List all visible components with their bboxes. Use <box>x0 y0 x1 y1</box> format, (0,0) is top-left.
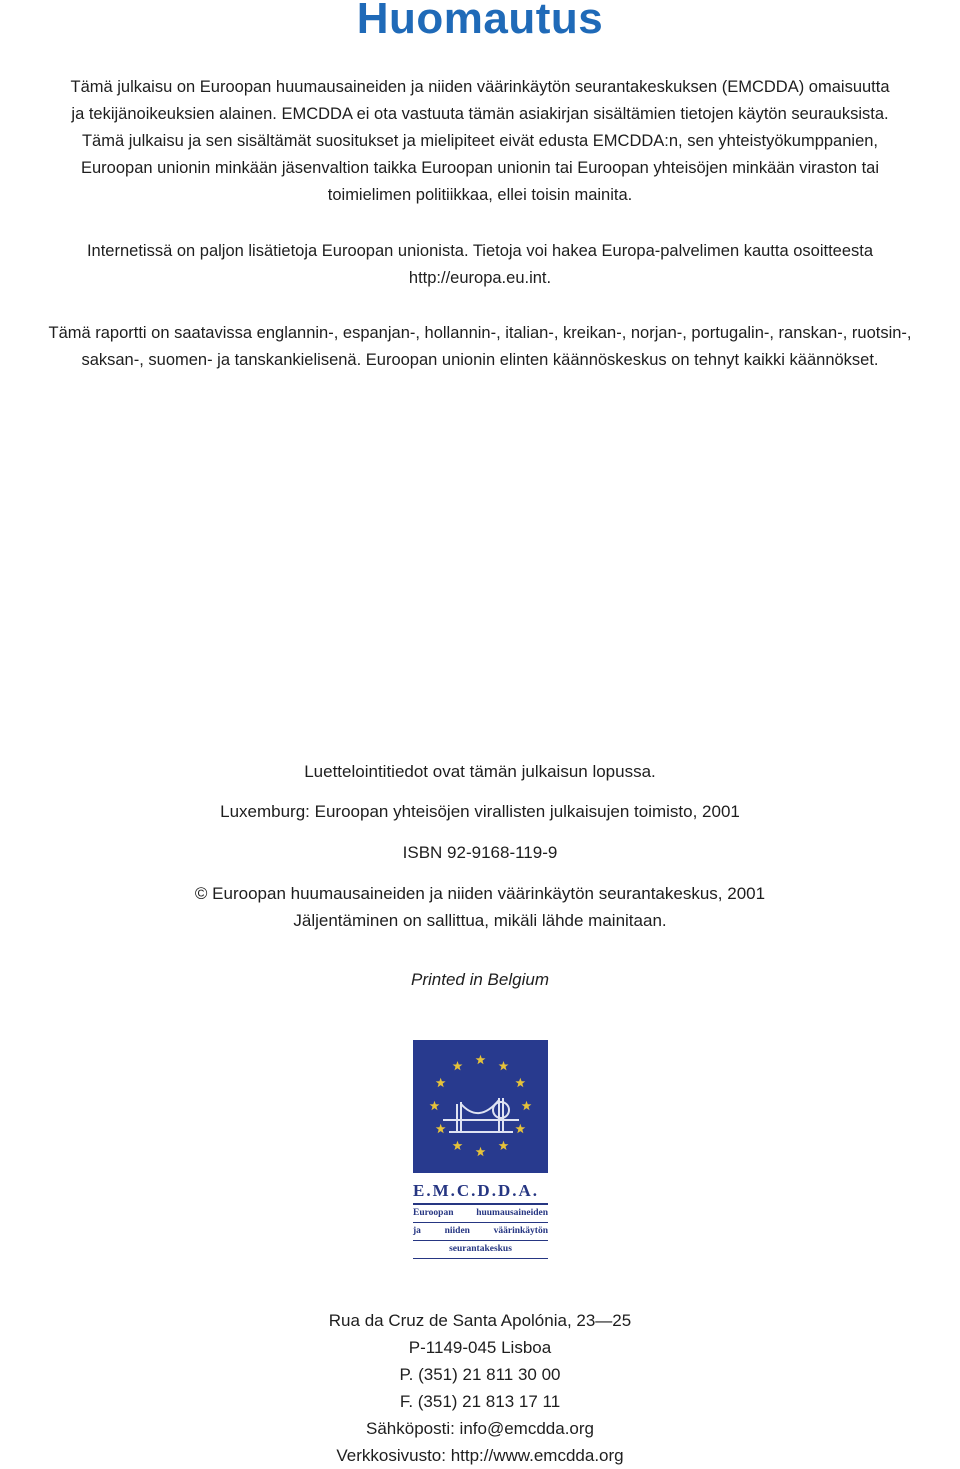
notice-line: Euroopan unionin minkään jäsenvaltion taikka Euroopan unionin tai Euroopan yhteisöjen minkään viraston tai <box>80 159 880 177</box>
printed-line: Printed in Belgium <box>411 970 549 989</box>
publisher-line: Luxemburg: Euroopan yhteisöjen virallisten julkaisujen toimisto, 2001 <box>220 802 740 821</box>
notice-line: ja tekijänoikeuksien alainen. EMCDDA ei ota vastuuta tämän asiakirjan sisältämien tietojen käytön seurauksista. <box>71 105 889 123</box>
page-title: Huomautus <box>356 0 604 43</box>
notice-paragraph <box>0 74 960 209</box>
catalogue-note: Luettelointitiedot ovat tämän julkaisun lopussa. <box>304 762 656 781</box>
languages-line: saksan-, suomen- ja tanskankielisenä. Euroopan unionin elinten käännöskeskus on tehnyt kaikki käännökset. <box>81 351 879 369</box>
logo-subtitle-3: seurantakeskus <box>413 1241 548 1259</box>
logo-emblem <box>413 1040 548 1173</box>
notice-line: Tämä julkaisu ja sen sisältämät suositukset ja mielipiteet eivät edusta EMCDDA:n, sen yhteistyökumppanien, <box>81 132 879 150</box>
logo-subtitle-2: ja niiden väärinkäytön <box>413 1223 548 1241</box>
copyright-line: © Euroopan huumausaineiden ja niiden väärinkäytön seurantakeskus, 2001 <box>194 884 766 903</box>
logo-name: E.M.C.D.D.A. <box>413 1181 548 1205</box>
address-email[interactable]: Sähköposti: info@emcdda.org <box>366 1419 594 1438</box>
languages-paragraph <box>0 320 960 374</box>
internet-paragraph <box>0 238 960 292</box>
notice-line: toimielimen politiikkaa, ellei toisin mainita. <box>327 186 633 204</box>
address-city: P-1149-045 Lisboa <box>408 1338 552 1357</box>
address-street: Rua da Cruz de Santa Apolónia, 23—25 <box>328 1311 632 1330</box>
stars-bridge-emblem <box>413 1040 548 1173</box>
languages-line: Tämä raportti on saatavissa englannin-, espanjan-, hollannin-, italian-, kreikan-, norjan-, portugalin-, ranskan-, ruotsin-, <box>48 324 912 342</box>
notice-line: Tämä julkaisu on Euroopan huumausaineiden ja niiden väärinkäytön seurantakeskuksen (EMCDDA) omaisuutta <box>70 78 890 96</box>
reproduction-line: Jäljentäminen on sallittua, mikäli lähde mainitaan. <box>293 911 667 930</box>
emcdda-logo <box>413 1040 548 1259</box>
internet-link[interactable]: http://europa.eu.int. <box>408 269 552 287</box>
address-web[interactable]: Verkkosivusto: http://www.emcdda.org <box>336 1446 624 1465</box>
internet-line: Internetissä on paljon lisätietoja Euroopan unionista. Tietoja voi hakea Europa-palvelimen kautta osoitteesta <box>86 242 874 260</box>
address-fax: F. (351) 21 813 17 11 <box>399 1392 561 1411</box>
address-phone: P. (351) 21 811 30 00 <box>399 1365 561 1384</box>
isbn-line: ISBN 92-9168-119-9 <box>402 843 558 862</box>
logo-subtitle-1: Euroopan huumausaineiden <box>413 1205 548 1223</box>
